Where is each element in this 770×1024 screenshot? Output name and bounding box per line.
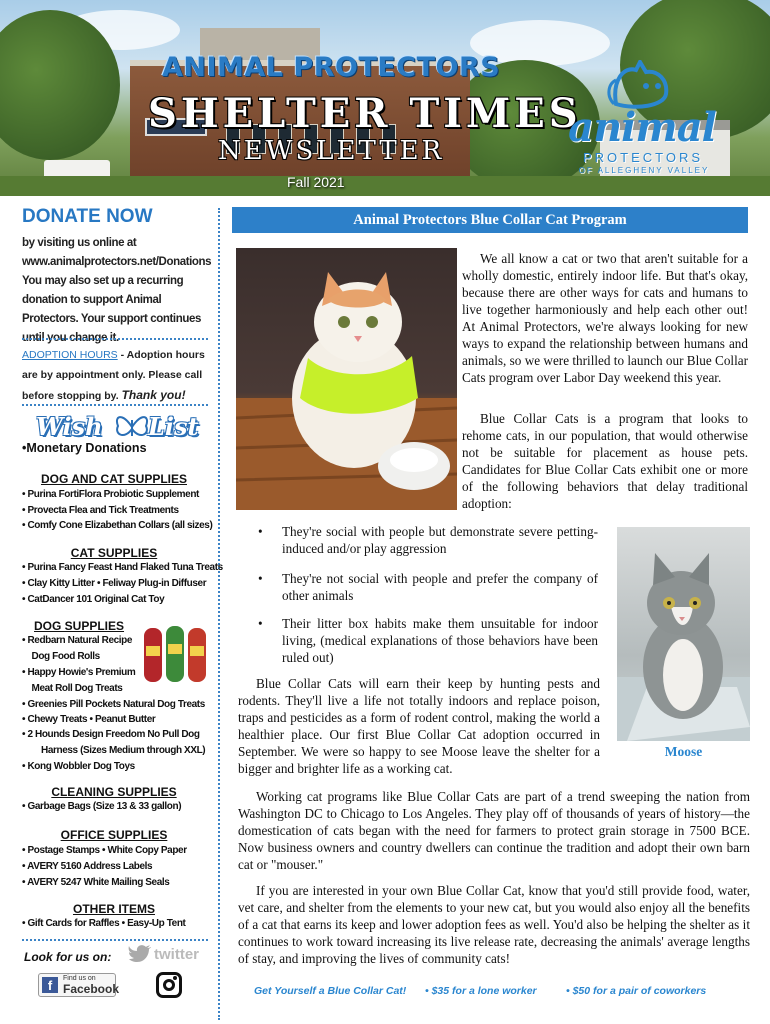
wish-item: • Comfy Cone Elizabethan Collars (all sizes) bbox=[22, 520, 213, 531]
donate-text bbox=[22, 234, 212, 348]
dog-heading: DOG SUPPLIES bbox=[34, 619, 125, 633]
wish-word: Wish bbox=[36, 412, 103, 441]
price-single: • $35 for a lone worker bbox=[425, 985, 537, 997]
adoption-text: before stopping by. bbox=[22, 390, 122, 402]
wish-list-title bbox=[36, 412, 206, 442]
wish-item: • CatDancer 101 Original Cat Toy bbox=[22, 594, 165, 605]
wish-item: • AVERY 5247 White Mailing Seals bbox=[22, 877, 170, 888]
donate-line: Protectors. Your support continues bbox=[22, 313, 201, 325]
adoption-hours-label: ADOPTION HOURS bbox=[22, 349, 118, 361]
season-label: Fall 2021 bbox=[287, 174, 345, 190]
cat-photo-illustration bbox=[236, 248, 457, 510]
office-heading: OFFICE SUPPLIES bbox=[60, 828, 168, 842]
butterfly-icon bbox=[114, 412, 150, 442]
newsletter-title: SHELTER TIMES bbox=[148, 90, 582, 137]
donate-url[interactable]: www.animalprotectors.net/Donations bbox=[22, 256, 212, 268]
wish-item: • Redbarn Natural Recipe bbox=[22, 635, 133, 646]
facebook-icon: f bbox=[42, 977, 58, 993]
donate-title: DONATE NOW bbox=[22, 206, 153, 227]
section-divider bbox=[22, 338, 208, 340]
newsletter-subtitle: NEWSLETTER bbox=[218, 136, 445, 166]
wish-item: • Happy Howie's Premium bbox=[22, 667, 136, 678]
behavior-text: They're social with people but demonstrate severe petting-induced and/or play aggression bbox=[282, 524, 598, 556]
wish-item: • Clay Kitty Litter • Feliway Plug-in Diffuser bbox=[22, 578, 207, 589]
wish-item: • Greenies Pill Pockets Natural Dog Treats bbox=[22, 699, 205, 710]
trend-paragraph: Working cat programs like Blue Collar Cats are part of a trend sweeping the nation from Washington DC to Chicago to Los Angeles. They play off of thousands of years of history—the domestication of cats began with the need for farmers to protect grain storage in 7500 BCE. Now business owners and country dwellers can continue the tradition and adopt their own barn cat or "mouser." bbox=[238, 789, 750, 872]
program-title-bar: Animal Protectors Blue Collar Cat Program bbox=[232, 207, 748, 233]
instagram-icon[interactable] bbox=[156, 972, 182, 998]
column-divider bbox=[218, 208, 220, 1020]
header-banner bbox=[0, 0, 770, 196]
behavior-text: They're not social with people and prefer the company of other animals bbox=[282, 571, 598, 603]
logo-protectors: PROTECTORS bbox=[582, 150, 704, 165]
moose-cat-photo bbox=[617, 527, 750, 741]
twitter-bird-icon bbox=[128, 944, 152, 964]
wish-item: • AVERY 5160 Address Labels bbox=[22, 861, 153, 872]
wish-item: • Purina Fancy Feast Hand Flaked Tuna Treats bbox=[22, 562, 223, 573]
logo-region: OF ALLEGHENY VALLEY bbox=[578, 166, 710, 175]
section-divider bbox=[22, 939, 208, 941]
price-pair: • $50 for a pair of coworkers bbox=[566, 985, 707, 997]
wish-item: • Gift Cards for Raffles • Easy-Up Tent bbox=[22, 918, 186, 929]
donate-line: You may also set up a recurring bbox=[22, 275, 184, 287]
donate-line: donation to support Animal bbox=[22, 294, 162, 306]
facebook-wordmark: Facebook bbox=[63, 982, 120, 996]
cat-in-vest-photo bbox=[236, 248, 457, 510]
behavior-bullet: • They're not social with people and prefer the company of other animals bbox=[258, 571, 598, 603]
logo-word: animal bbox=[568, 104, 716, 151]
wish-item: • 2 Hounds Design Freedom No Pull Dog bbox=[22, 729, 200, 740]
wish-item: Harness (Sizes Medium through XXL) bbox=[22, 745, 206, 756]
twitter-link[interactable] bbox=[128, 944, 208, 966]
wish-item: • Provecta Flea and Tick Treatments bbox=[22, 505, 179, 516]
cat-heading: CAT SUPPLIES bbox=[70, 546, 158, 560]
org-title: ANIMAL PROTECTORS bbox=[162, 52, 501, 83]
look-for-us-label: Look for us on: bbox=[24, 950, 112, 964]
behavior-text: Their litter box habits make them unsuitable for indoor living, (medical explanations of those behaviors have been ruled out) bbox=[282, 616, 598, 665]
wish-item: Dog Food Rolls bbox=[22, 651, 100, 662]
intro-paragraph: We all know a cat or two that aren't suitable for a wholly domestic, entirely indoor life. But that's okay, because there are other ways for cats and humans to live together harmoniously and help each other out! At Animal Protectors, we're always looking for new ways to expand the relationship between humans and animals, so we were thrilled to launch our Blue Collar Cats program over Labor Day weekend this year. bbox=[462, 251, 748, 385]
program-description-paragraph: Blue Collar Cats is a program that looks to rehome cats, in our population, that would otherwise not be suitable for placement as house pets. Candidates for Blue Collar Cats exhibit one or more of the following behaviors that delay traditional adoption: bbox=[462, 411, 748, 511]
twitter-wordmark: twitter bbox=[154, 946, 199, 963]
other-heading: OTHER ITEMS bbox=[72, 902, 155, 916]
wish-item: Meat Roll Dog Treats bbox=[22, 683, 123, 694]
donate-line: until you change it. bbox=[22, 332, 119, 344]
section-divider bbox=[22, 404, 208, 406]
adoption-text: - Adoption hours bbox=[117, 349, 205, 361]
dog-cat-heading: DOG AND CAT SUPPLIES bbox=[40, 472, 187, 486]
adoption-hours bbox=[22, 345, 212, 406]
wish-item: • Chewy Treats • Peanut Butter bbox=[22, 714, 156, 725]
facebook-link[interactable] bbox=[38, 973, 120, 997]
wish-item: • Postage Stamps • White Copy Paper bbox=[22, 845, 187, 856]
wish-item: • Purina FortiFlora Probiotic Supplement bbox=[22, 489, 199, 500]
adoption-text: are by appointment only. Please call bbox=[22, 369, 203, 381]
donate-line: by visiting us online at bbox=[22, 237, 137, 249]
cta-text: Get Yourself a Blue Collar Cat! bbox=[254, 985, 407, 997]
facebook-find-us: Find us on bbox=[63, 975, 96, 982]
cleaning-heading: CLEANING SUPPLIES bbox=[51, 785, 177, 799]
adoption-thanks: Thank you! bbox=[121, 388, 186, 402]
photo-caption: Moose bbox=[664, 744, 703, 759]
moose-photo-illustration bbox=[617, 527, 750, 741]
animal-protectors-logo bbox=[562, 60, 722, 182]
wish-item: • Kong Wobbler Dog Toys bbox=[22, 761, 135, 772]
list-word: List bbox=[148, 412, 199, 441]
behavior-bullet: • Their litter box habits make them unsuitable for indoor living, (medical explanations of those behaviors have been ruled out) bbox=[258, 616, 598, 665]
wish-item: •Monetary Donations bbox=[22, 441, 147, 455]
working-cats-paragraph: Blue Collar Cats will earn their keep by hunting pests and rodents. They'll live a life not totally indoors and replace poison, traps and pesticides as a form of rodent control, making the world a healthier place. Our first Blue Collar Cat adoption occurred in September. We were so happy to see Moose leave the shelter for a bigger and brighter life as a working cat. bbox=[238, 676, 600, 776]
behavior-bullet: • They're social with people but demonstrate severe petting-induced and/or play aggression bbox=[258, 524, 598, 556]
wish-item: • Garbage Bags (Size 13 & 33 gallon) bbox=[22, 801, 182, 812]
interest-paragraph: If you are interested in your own Blue Collar Cat, know that you'd still provide food, water, vet care, and shelter from the elements to your new cat, but you would also enjoy all the benefits of a cat that earns its keep and lower adoption fees as well. You'd also be helping the shelter as it continues to work toward increasing its live release rate, decreasing the animals' average lengths of stay, and improving the lives of community cats! bbox=[238, 883, 750, 966]
